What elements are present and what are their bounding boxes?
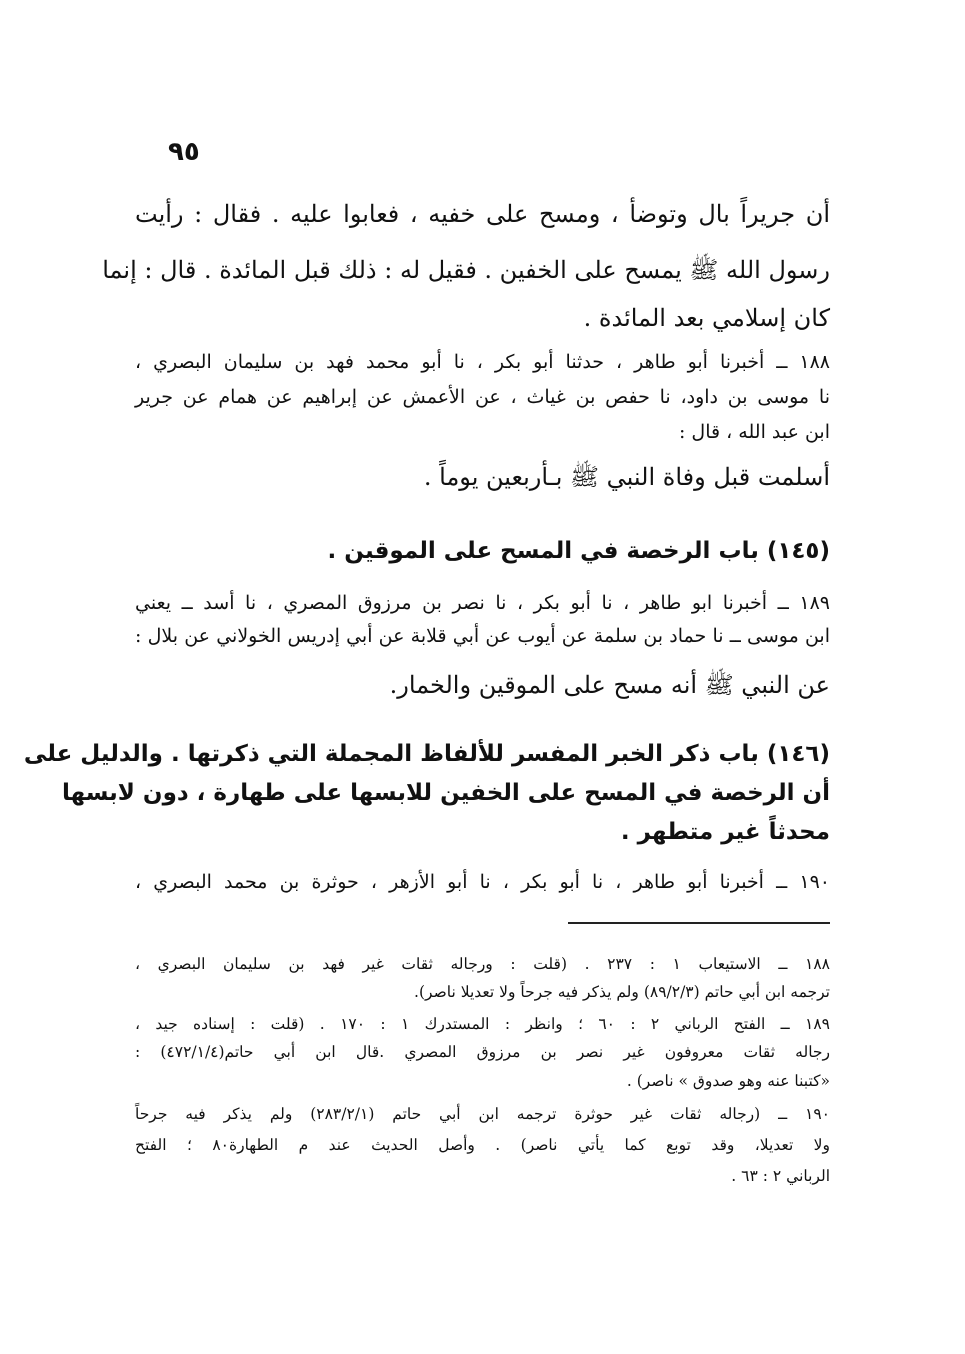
chapter-146-heading-line: أن الرخصة في المسح على الخفين للابسها على طهارة ، دون لابسها xyxy=(61,780,830,806)
footnote-188-line: ١٨٨ ــ الاستيعاب ١ : ٢٣٧ . (قلت : ورجاله ثقات غير فهد بن سليمان البصري ، xyxy=(135,955,830,973)
hadith-188-isnad-line: ابن عبد الله ، قال : xyxy=(678,421,830,443)
hadith-188-matn: أسلمت قبل وفاة النبي ﷺ بـأربعين يوماً . xyxy=(423,463,830,491)
passage-line: أن جريراً بال وتوضأ ، ومسح على خفيه ، فعابوا عليه . فقال : رأيت xyxy=(135,200,830,228)
passage-line: كان إسلامي بعد المائدة . xyxy=(583,304,830,332)
hadith-189-isnad-line: ابن موسى ــ نا حماد بن سلمة عن أيوب عن أبي قلابة عن أبي إدريس الخولاني عن بلال : xyxy=(135,625,830,647)
footnote-divider xyxy=(568,922,830,924)
hadith-189-isnad-line: ١٨٩ ــ أخبرنا ابو طاهر ، نا أبو بكر ، نا نصر بن مرزوق المصري ، نا أسد ــ يعني xyxy=(135,592,830,614)
page-number: ٩٥ xyxy=(168,137,200,167)
footnote-189-line: رجاله ثقات معروفون غير نصر بن مرزوق المصري .قال ابن أبي حاتم(٤٧٢/١/٤) : xyxy=(135,1043,830,1061)
passage-line: رسول الله ﷺ يمسح على الخفين . فقيل له : ذلك قبل المائدة . قال : إنما xyxy=(102,256,830,284)
footnote-189-line: «كتبنا عنه وهو صدوق » ناصر) . xyxy=(626,1072,830,1090)
footnote-188-line: ترجمه ابن أبي حاتم (٨٩/٢/٣) ولم يذكر فيه جرحاً ولا تعديلا ناصر). xyxy=(414,983,830,1001)
hadith-188-isnad-line: ١٨٨ ــ أخبرنا أبو طاهر ، حدثنا أبو بكر ، نا أبو محمد فهد بن سليمان البصري ، xyxy=(135,351,830,373)
footnote-189-line: ١٨٩ ــ الفتح الرباني ٢ : ٦٠ ؛ وانظر : المستدرك ١ : ١٧٠ . (قلت : إسناده جيد ، xyxy=(135,1015,831,1033)
footnote-190-line: ولا تعديلا، وقد توبع كما يأتي ناصر) . وأصل الحديث عند م الطهارة٨٠ ؛ الفتح xyxy=(135,1136,830,1154)
chapter-146-heading-line: (١٤٦) باب ذكر الخبر المفسر للألفاظ المجملة التي ذكرتها . والدليل على xyxy=(23,741,830,767)
chapter-146-heading-line: محدثاً غير متطهر . xyxy=(620,819,830,845)
hadith-189-matn: عن النبي ﷺ أنه مسح على الموقين والخمار. xyxy=(389,671,830,699)
chapter-145-heading: (١٤٥) باب الرخصة في المسح على الموقين . xyxy=(327,538,830,564)
hadith-188-isnad-line: نا موسى بن داود، نا حفص بن غياث ، عن الأعمش عن إبراهيم عن همام عن جرير xyxy=(135,386,830,408)
footnote-190-line: ١٩٠ ــ (رجاله ثقات غير حوثرة ترجمه ابن أبي حاتم (٢٨٣/٢/١) ولم يذكر فيه جرحاً xyxy=(135,1105,830,1123)
footnote-190-line: الرباني ٢ : ٦٣ . xyxy=(731,1167,830,1185)
hadith-190-isnad-line: ١٩٠ ــ أخبرنا أبو طاهر ، نا أبو بكر ، نا أبو الأزهر ، حوثرة بن محمد البصري ، xyxy=(135,871,830,893)
